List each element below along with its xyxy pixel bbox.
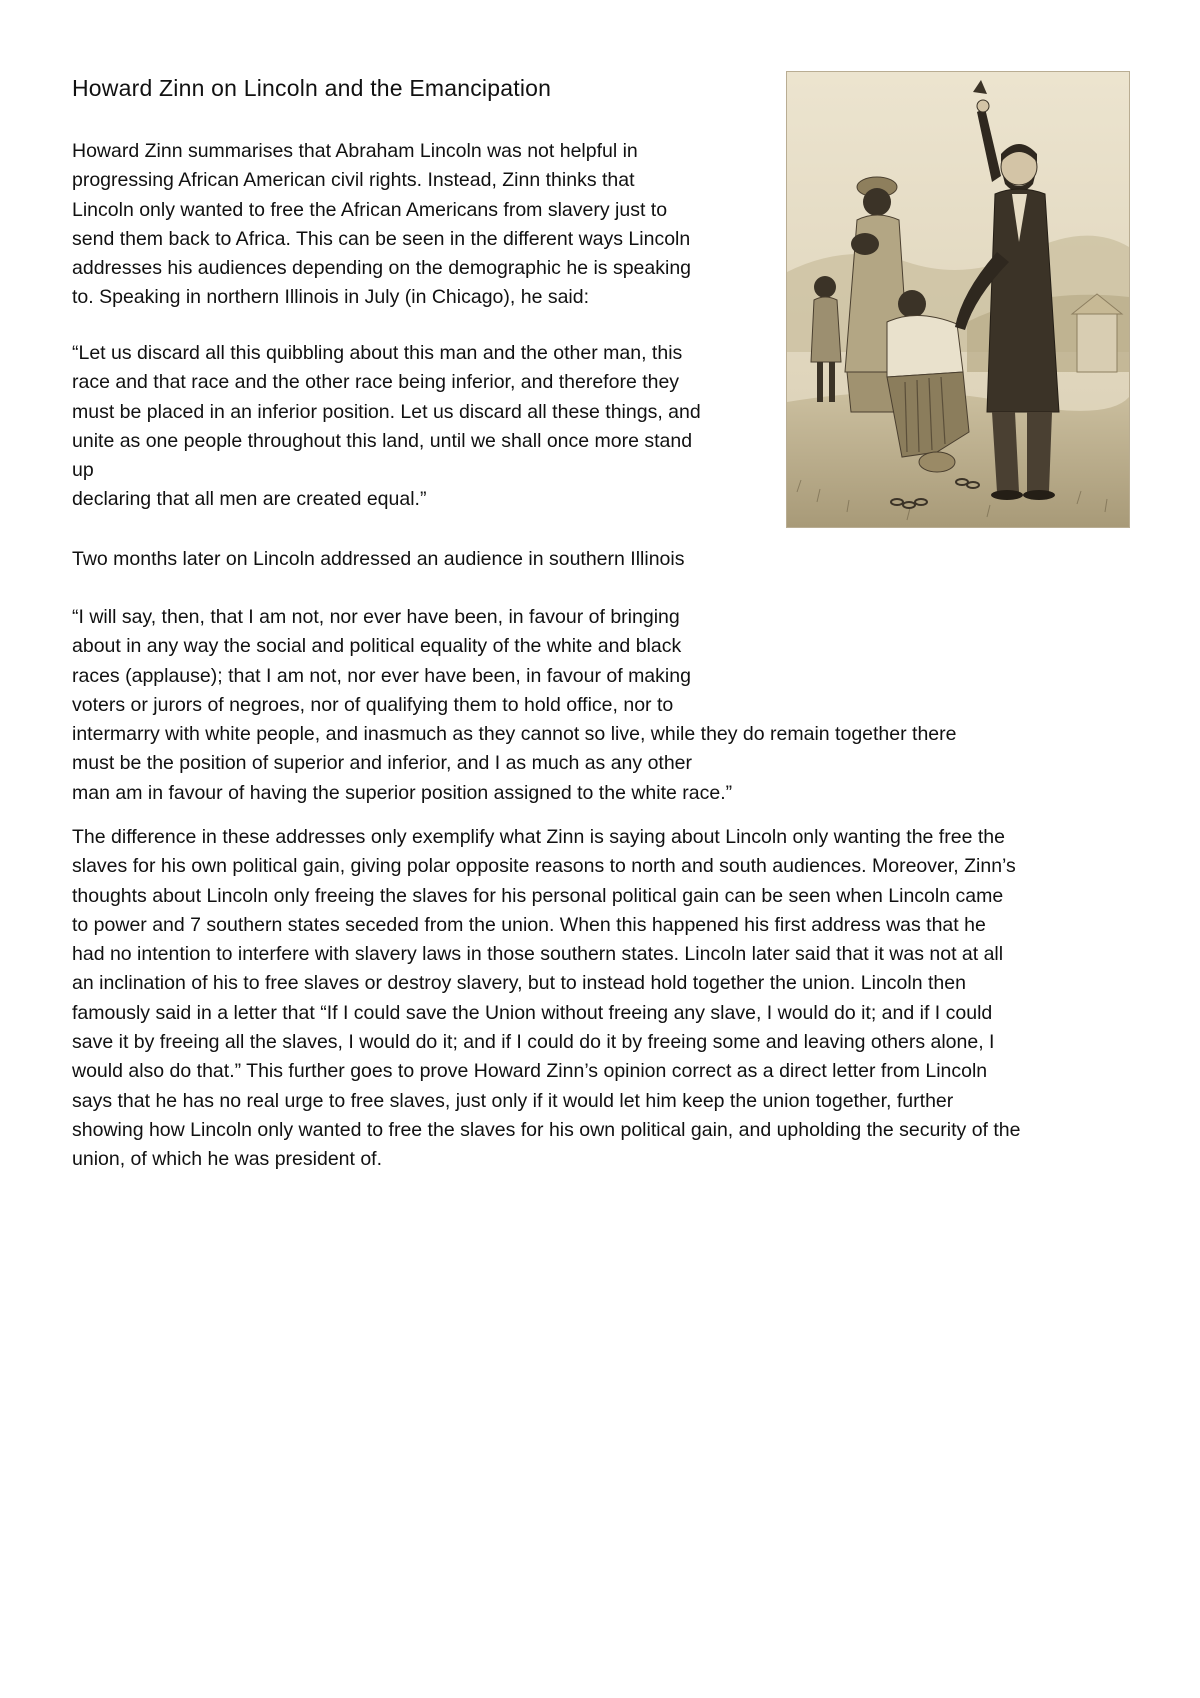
text-line: “Let us discard all this quibbling about this man and the other man, this xyxy=(72,342,683,364)
intro-paragraph xyxy=(72,137,772,313)
text-line: would also do that.” This further goes to prove Howard Zinn’s opinion correct as a direct letter from Lincoln xyxy=(72,1060,988,1083)
chicago-quote xyxy=(72,339,772,515)
text-line: Howard Zinn summarises that Abraham Lincoln was not helpful in xyxy=(72,140,638,162)
page-title: Howard Zinn on Lincoln and the Emancipation xyxy=(72,75,552,101)
text-line: intermarry with white people, and inasmuch as they cannot so live, while they do remain together there xyxy=(72,723,957,746)
text-line: to. Speaking in northern Illinois in July (in Chicago), he said: xyxy=(72,286,590,309)
southern-illinois-quote xyxy=(72,603,1092,808)
text-line: declaring that all men are created equal.” xyxy=(72,488,427,511)
text-line: voters or jurors of negroes, nor of qualifying them to hold office, nor to xyxy=(72,693,674,716)
text-line: save it by freeing all the slaves, I would do it; and if I could do it by freeing some and leaving others alone, I xyxy=(72,1031,995,1054)
text-line: Lincoln only wanted to free the African Americans from slavery just to xyxy=(72,198,668,221)
text-line: had no intention to interfere with slavery laws in those southern states. Lincoln later said that it was not at all xyxy=(72,943,1004,966)
text-line: thoughts about Lincoln only freeing the slaves for his personal political gain can be seen when Lincoln came xyxy=(72,884,1004,907)
text-line: famously said in a letter that “If I could save the Union without freeing any slave, I would do it; and if I could xyxy=(72,1001,993,1024)
emancipation-illustration xyxy=(786,71,1130,528)
text-line: says that he has no real urge to free slaves, just only if it would let him keep the union together, further xyxy=(72,1089,954,1112)
text-line: showing how Lincoln only wanted to free the slaves for his own political gain, and upholding the security of the xyxy=(72,1118,1021,1141)
text-line: Two months later on Lincoln addressed an audience in southern Illinois xyxy=(72,548,685,570)
text-line: an inclination of his to free slaves or destroy slavery, but to instead hold together the union. Lincoln then xyxy=(72,972,966,995)
text-line: man am in favour of having the superior position assigned to the white race.” xyxy=(72,781,733,804)
text-line: The difference in these addresses only exemplify what Zinn is saying about Lincoln only wanting the free the xyxy=(72,826,1005,848)
text-line: union, of which he was president of. xyxy=(72,1148,383,1171)
text-line: must be the position of superior and inferior, and I as much as any other xyxy=(72,752,693,775)
text-line: about in any way the social and political equality of the white and black xyxy=(72,635,682,658)
text-line: race and that race and the other race being inferior, and therefore they xyxy=(72,371,680,394)
text-line: send them back to Africa. This can be seen in the different ways Lincoln xyxy=(72,227,691,250)
text-line: slaves for his own political gain, giving polar opposite reasons to north and south audiences. Moreover, Zinn’s xyxy=(72,855,1016,878)
text-line: unite as one people throughout this land, until we shall once more stand xyxy=(72,429,693,452)
text-line: to power and 7 southern states seceded from the union. When this happened his first address was that he xyxy=(72,913,986,936)
text-line: addresses his audiences depending on the demographic he is speaking xyxy=(72,257,692,280)
text-line: races (applause); that I am not, nor ever have been, in favour of making xyxy=(72,664,691,687)
text-line: up xyxy=(72,459,94,482)
conclusion-paragraph xyxy=(72,823,1132,1175)
text-line: progressing African American civil rights. Instead, Zinn thinks that xyxy=(72,169,635,192)
text-line: “I will say, then, that I am not, nor ever have been, in favour of bringing xyxy=(72,606,680,628)
transition-paragraph xyxy=(72,545,792,574)
text-line: must be placed in an inferior position. Let us discard all these things, and xyxy=(72,400,701,423)
